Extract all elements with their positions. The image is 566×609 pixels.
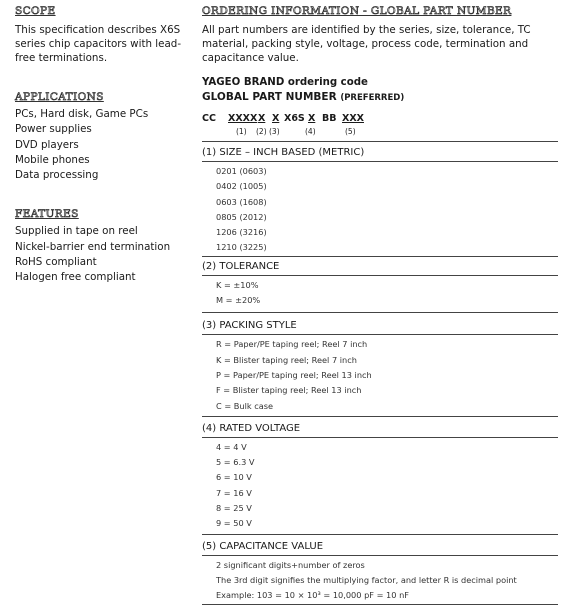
code-voltage: X (308, 113, 316, 124)
features-heading: FEATURES (15, 208, 79, 221)
list-item: K = Blister taping reel; Reel 7 inch (216, 354, 357, 365)
code-tc: X6S (284, 113, 305, 124)
code-bb: BB (322, 113, 337, 124)
right-column (202, 4, 558, 605)
list-item: 9 = 50 V (216, 518, 252, 529)
list-item: Example: 103 = 10 × 10³ = 10,000 pF = 10 nF (216, 590, 409, 601)
section-capacitance (202, 534, 558, 605)
section-items (202, 556, 558, 604)
list-item: Data processing (15, 169, 99, 182)
brand-line: YAGEO BRAND ordering code (202, 77, 368, 88)
section-title: (2) TOLERANCE (202, 260, 558, 276)
section-title: (3) PACKING STYLE (202, 319, 558, 335)
list-item: P = Paper/PE taping reel; Reel 13 inch (216, 369, 372, 380)
list-item: The 3rd digit signifies the multiplying factor, and letter R is decimal point (216, 574, 517, 585)
list-item: Power supplies (15, 123, 92, 136)
list-item: RoHS compliant (15, 256, 97, 269)
section-items (202, 162, 558, 256)
gpn-label (202, 90, 558, 106)
applications-list (15, 107, 185, 183)
list-item: 0402 (1005) (216, 181, 267, 192)
left-column (15, 4, 185, 286)
section-size (202, 141, 558, 256)
features-list (15, 224, 185, 285)
code-capacitance: XXX (342, 113, 364, 124)
code-num-5: (5) (345, 127, 356, 136)
scope-text: This specification describes X6S series chip capacitors with lead-free terminations. (15, 24, 182, 64)
list-item: 0201 (0603) (216, 166, 267, 176)
list-item: 5 = 6.3 V (216, 457, 255, 468)
code-packing: X (272, 113, 280, 124)
list-item: F = Blister taping reel; Reel 13 inch (216, 385, 362, 396)
part-code (202, 113, 558, 141)
list-item: R = Paper/PE taping reel; Reel 7 inch (216, 339, 368, 350)
applications-heading: APPLICATIONS (15, 91, 104, 103)
code-size: XXXX (228, 113, 258, 124)
list-item: 0603 (1608) (216, 196, 267, 207)
section-items (202, 335, 558, 413)
section-packing (202, 312, 558, 413)
section-title: (5) CAPACITANCE VALUE (202, 540, 558, 556)
section-items (202, 276, 558, 309)
list-item: PCs, Hard disk, Game PCs (15, 108, 149, 120)
section-title: (4) RATED VOLTAGE (202, 422, 558, 438)
section-title: (1) SIZE – INCH BASED (METRIC) (202, 146, 558, 162)
code-num-4: (4) (305, 127, 316, 136)
code-num-1: (1) (236, 127, 247, 136)
list-item: Halogen free compliant (15, 271, 136, 284)
list-item: 0805 (2012) (216, 211, 267, 222)
code-cc: CC (202, 113, 216, 124)
list-item: M = ±20% (216, 295, 261, 306)
list-item: 4 = 4 V (216, 441, 247, 452)
list-item: DVD players (15, 138, 79, 151)
section-voltage (202, 416, 558, 532)
gpn-title: GLOBAL PART NUMBER (202, 91, 337, 103)
ordering-heading: ORDERING INFORMATION - GLOBAL PART NUMBER (202, 5, 512, 17)
code-num-2: (2) (256, 127, 267, 136)
scope-heading: SCOPE (15, 5, 56, 17)
list-item: 2 significant digits+number of zeros (216, 559, 365, 570)
list-item: Nickel-barrier end termination (15, 240, 171, 253)
list-item: K = ±10% (216, 279, 259, 290)
gpn-preferred: (PREFERRED) (340, 93, 405, 103)
list-item: 1206 (3216) (216, 227, 267, 238)
list-item: 8 = 25 V (216, 503, 252, 514)
code-num-3: (3) (269, 127, 280, 136)
list-item: 6 = 10 V (216, 472, 252, 483)
list-item: 1210 (3225) (216, 242, 267, 253)
code-tolerance: X (258, 113, 266, 124)
list-item: C = Bulk case (216, 400, 274, 411)
section-items (202, 438, 558, 532)
ordering-intro: All part numbers are identified by the series, size, tolerance, TC material, packing style, voltage, process code, termination and capacitance value. (202, 24, 531, 64)
list-item: Mobile phones (15, 153, 90, 166)
section-tolerance (202, 256, 558, 309)
list-item: Supplied in tape on reel (15, 225, 138, 238)
list-item: 7 = 16 V (216, 487, 252, 498)
